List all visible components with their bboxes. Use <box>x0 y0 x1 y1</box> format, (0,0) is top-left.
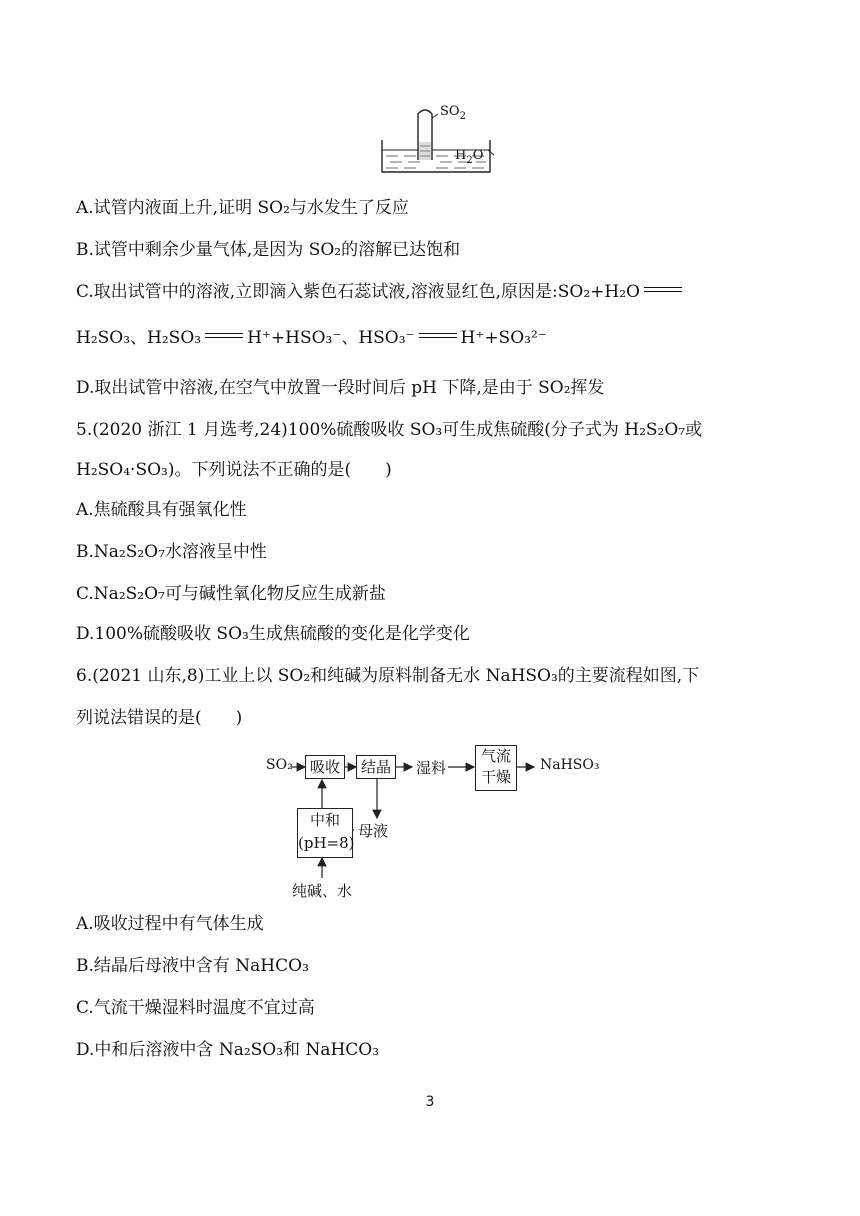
flow-absorb-box: 吸收 <box>305 755 345 779</box>
q6-option-d: D.中和后溶液中含 Na₂SO₃和 NaHCO₃ <box>76 1040 380 1060</box>
q5-stem-line2: H₂SO₄·SO₃)。下列说法不正确的是( ) <box>76 460 392 480</box>
flow-dry-box: 气流 干燥 <box>475 745 517 791</box>
flow-wet-material: 湿料 <box>416 759 447 777</box>
h2o-label: $H_2O$ <box>455 148 484 166</box>
q6-stem-line1: 6.(2021 山东,8)工业上以 SO₂和纯碱为原料制备无水 NaHSO₃的主要流程如图,下 <box>76 666 700 686</box>
q5-option-a: A.焦硫酸具有强氧化性 <box>76 500 247 520</box>
q4-option-d: D.取出试管中溶液,在空气中放置一段时间后 pH 下降,是由于 SO₂挥发 <box>76 378 605 398</box>
q4-option-c-line2: H₂SO₃、H₂SO₃ H⁺+HSO₃⁻、HSO₃⁻ H⁺+SO₃²⁻ <box>76 328 547 348</box>
flow-mother-liquor: 母液 <box>358 822 389 840</box>
q4-option-a: A.试管内液面上升,证明 SO₂与水发生了反应 <box>76 198 409 218</box>
q6-option-c: C.气流干燥湿料时温度不宜过高 <box>76 998 315 1018</box>
page-number: 3 <box>425 1094 435 1110</box>
q4-option-c-line1: C.取出试管中的溶液,立即滴入紫色石蕊试液,溶液显红色,原因是:SO₂+H₂O <box>76 280 686 304</box>
q5-stem-line1: 5.(2020 浙江 1 月选考,24)100%硫酸吸收 SO₃可生成焦硫酸(分子式为 H₂S₂O₇或 <box>76 420 703 440</box>
flow-product: NaHSO₃ <box>540 757 600 773</box>
flow-so2: SO₂ <box>266 757 293 773</box>
flow-neutralize-box: 中和 (pH=8) <box>297 808 353 858</box>
q6-option-a: A.吸收过程中有气体生成 <box>76 914 264 934</box>
q6-option-b: B.结晶后母液中含有 NaHCO₃ <box>76 956 309 976</box>
q6-stem-line2: 列说法错误的是( ) <box>76 708 243 728</box>
q4-option-b: B.试管中剩余少量气体,是因为 SO₂的溶解已达饱和 <box>76 240 461 260</box>
flow-feed: 纯碱、水 <box>292 882 353 900</box>
so2-label: $SO_2$ <box>440 104 466 122</box>
q5-option-b: B.Na₂S₂O₇水溶液呈中性 <box>76 542 267 562</box>
q5-option-c: C.Na₂S₂O₇可与碱性氧化物反应生成新盐 <box>76 584 386 604</box>
q5-option-d: D.100%硫酸吸收 SO₃生成焦硫酸的变化是化学变化 <box>76 624 470 644</box>
flow-crystallize-box: 结晶 <box>356 755 396 779</box>
